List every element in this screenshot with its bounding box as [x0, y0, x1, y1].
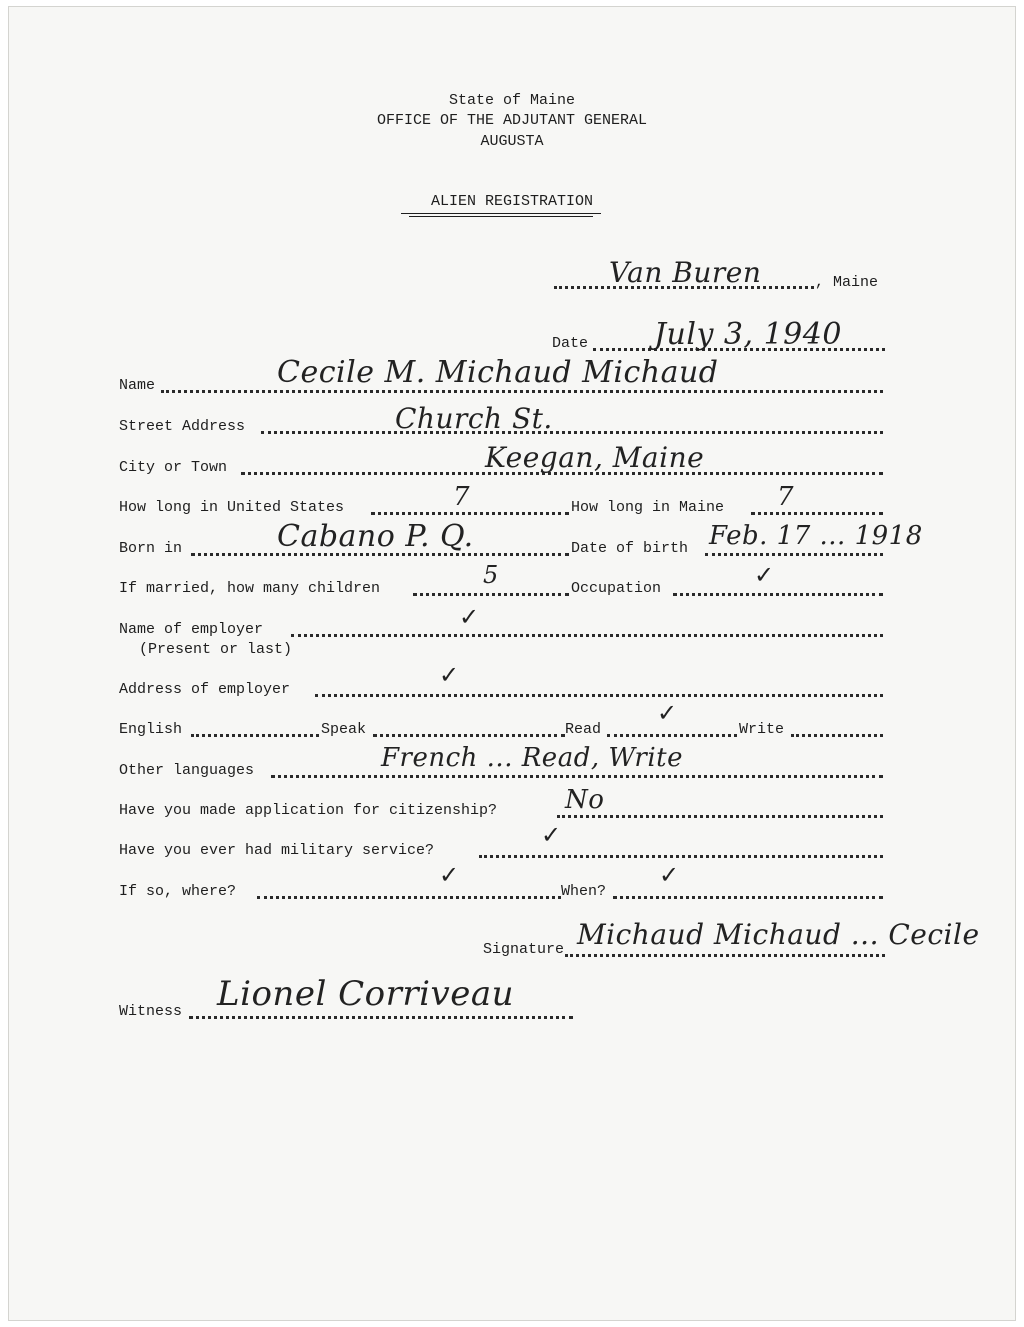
alien-registration-form: [8, 6, 1016, 1321]
maine-suffix: , Maine: [815, 274, 879, 291]
street-value: Church St.: [395, 402, 553, 435]
street-label: Street Address: [119, 418, 246, 435]
dob-line: [705, 553, 883, 556]
street-line: [261, 431, 883, 434]
dob-value: Feb. 17 ... 1918: [709, 521, 923, 551]
military-check-mark: ✓: [541, 821, 562, 849]
signature-label: Signature: [483, 941, 565, 958]
how-long-us-line: [371, 512, 569, 515]
city-label: City or Town: [119, 459, 228, 476]
signature-line: [565, 954, 885, 957]
military-label: Have you ever had military service?: [119, 842, 435, 859]
employer-line: [291, 634, 883, 637]
occupation-line: [673, 593, 883, 596]
dob-label: Date of birth: [571, 540, 689, 557]
when-line: [613, 896, 883, 899]
speak-line: [373, 734, 565, 737]
other-languages-value: French ... Read, Write: [381, 743, 684, 773]
write-line: [791, 734, 883, 737]
where-check-mark: ✓: [439, 861, 460, 889]
state-heading: State of Maine: [448, 92, 576, 109]
when-check-mark: ✓: [659, 861, 680, 889]
name-label: Name: [119, 377, 156, 394]
citizenship-label: Have you made application for citizenship?: [119, 802, 498, 819]
witness-line: [189, 1016, 573, 1019]
how-long-us-label: How long in United States: [119, 499, 345, 516]
how-long-maine-value: 7: [777, 482, 795, 512]
employer-sublabel: (Present or last): [139, 641, 293, 658]
occupation-check-mark: ✓: [754, 561, 775, 589]
born-in-value: Cabano P. Q.: [277, 519, 474, 554]
form-title: ALIEN REGISTRATION: [430, 193, 594, 210]
occupation-label: Occupation: [571, 580, 662, 597]
when-label: When?: [561, 883, 607, 900]
other-languages-label: Other languages: [119, 762, 255, 779]
city-value: Keegan, Maine: [485, 441, 705, 474]
children-label: If married, how many children: [119, 580, 381, 597]
name-value: Cecile M. Michaud Michaud: [277, 355, 719, 390]
english-label: English: [119, 721, 183, 738]
signature-value: Michaud Michaud ... Cecile: [577, 918, 980, 951]
title-underline: [401, 213, 601, 214]
date-label: Date: [552, 335, 589, 352]
speak-label: Speak: [321, 721, 367, 738]
citizenship-line: [557, 815, 883, 818]
born-in-label: Born in: [119, 540, 183, 557]
witness-label: Witness: [119, 1003, 183, 1020]
how-long-us-value: 7: [453, 482, 471, 512]
witness-value: Lionel Corriveau: [217, 974, 514, 1014]
city-heading: AUGUSTA: [480, 133, 544, 150]
office-heading: OFFICE OF THE ADJUTANT GENERAL: [376, 112, 648, 129]
employer-address-label: Address of employer: [119, 681, 291, 698]
employer-address-check-mark: ✓: [439, 661, 460, 689]
employer-label: Name of employer: [119, 621, 264, 638]
military-line: [479, 855, 883, 858]
date-value: July 3, 1940: [654, 317, 842, 352]
children-value: 5: [483, 561, 499, 589]
english-line: [191, 734, 319, 737]
where-line: [257, 896, 561, 899]
children-line: [413, 593, 569, 596]
write-label: Write: [739, 721, 785, 738]
read-check-mark: ✓: [657, 699, 678, 727]
other-languages-line: [271, 775, 883, 778]
how-long-maine-line: [751, 512, 883, 515]
title-underline-2: [409, 216, 593, 217]
citizenship-value: No: [565, 785, 605, 815]
name-line: [161, 390, 883, 393]
where-label: If so, where?: [119, 883, 237, 900]
read-line: [607, 734, 737, 737]
town-value: Van Buren: [609, 256, 762, 289]
read-label: Read: [565, 721, 602, 738]
how-long-maine-label: How long in Maine: [571, 499, 725, 516]
employer-check-mark: ✓: [459, 603, 480, 631]
employer-address-line: [315, 694, 883, 697]
